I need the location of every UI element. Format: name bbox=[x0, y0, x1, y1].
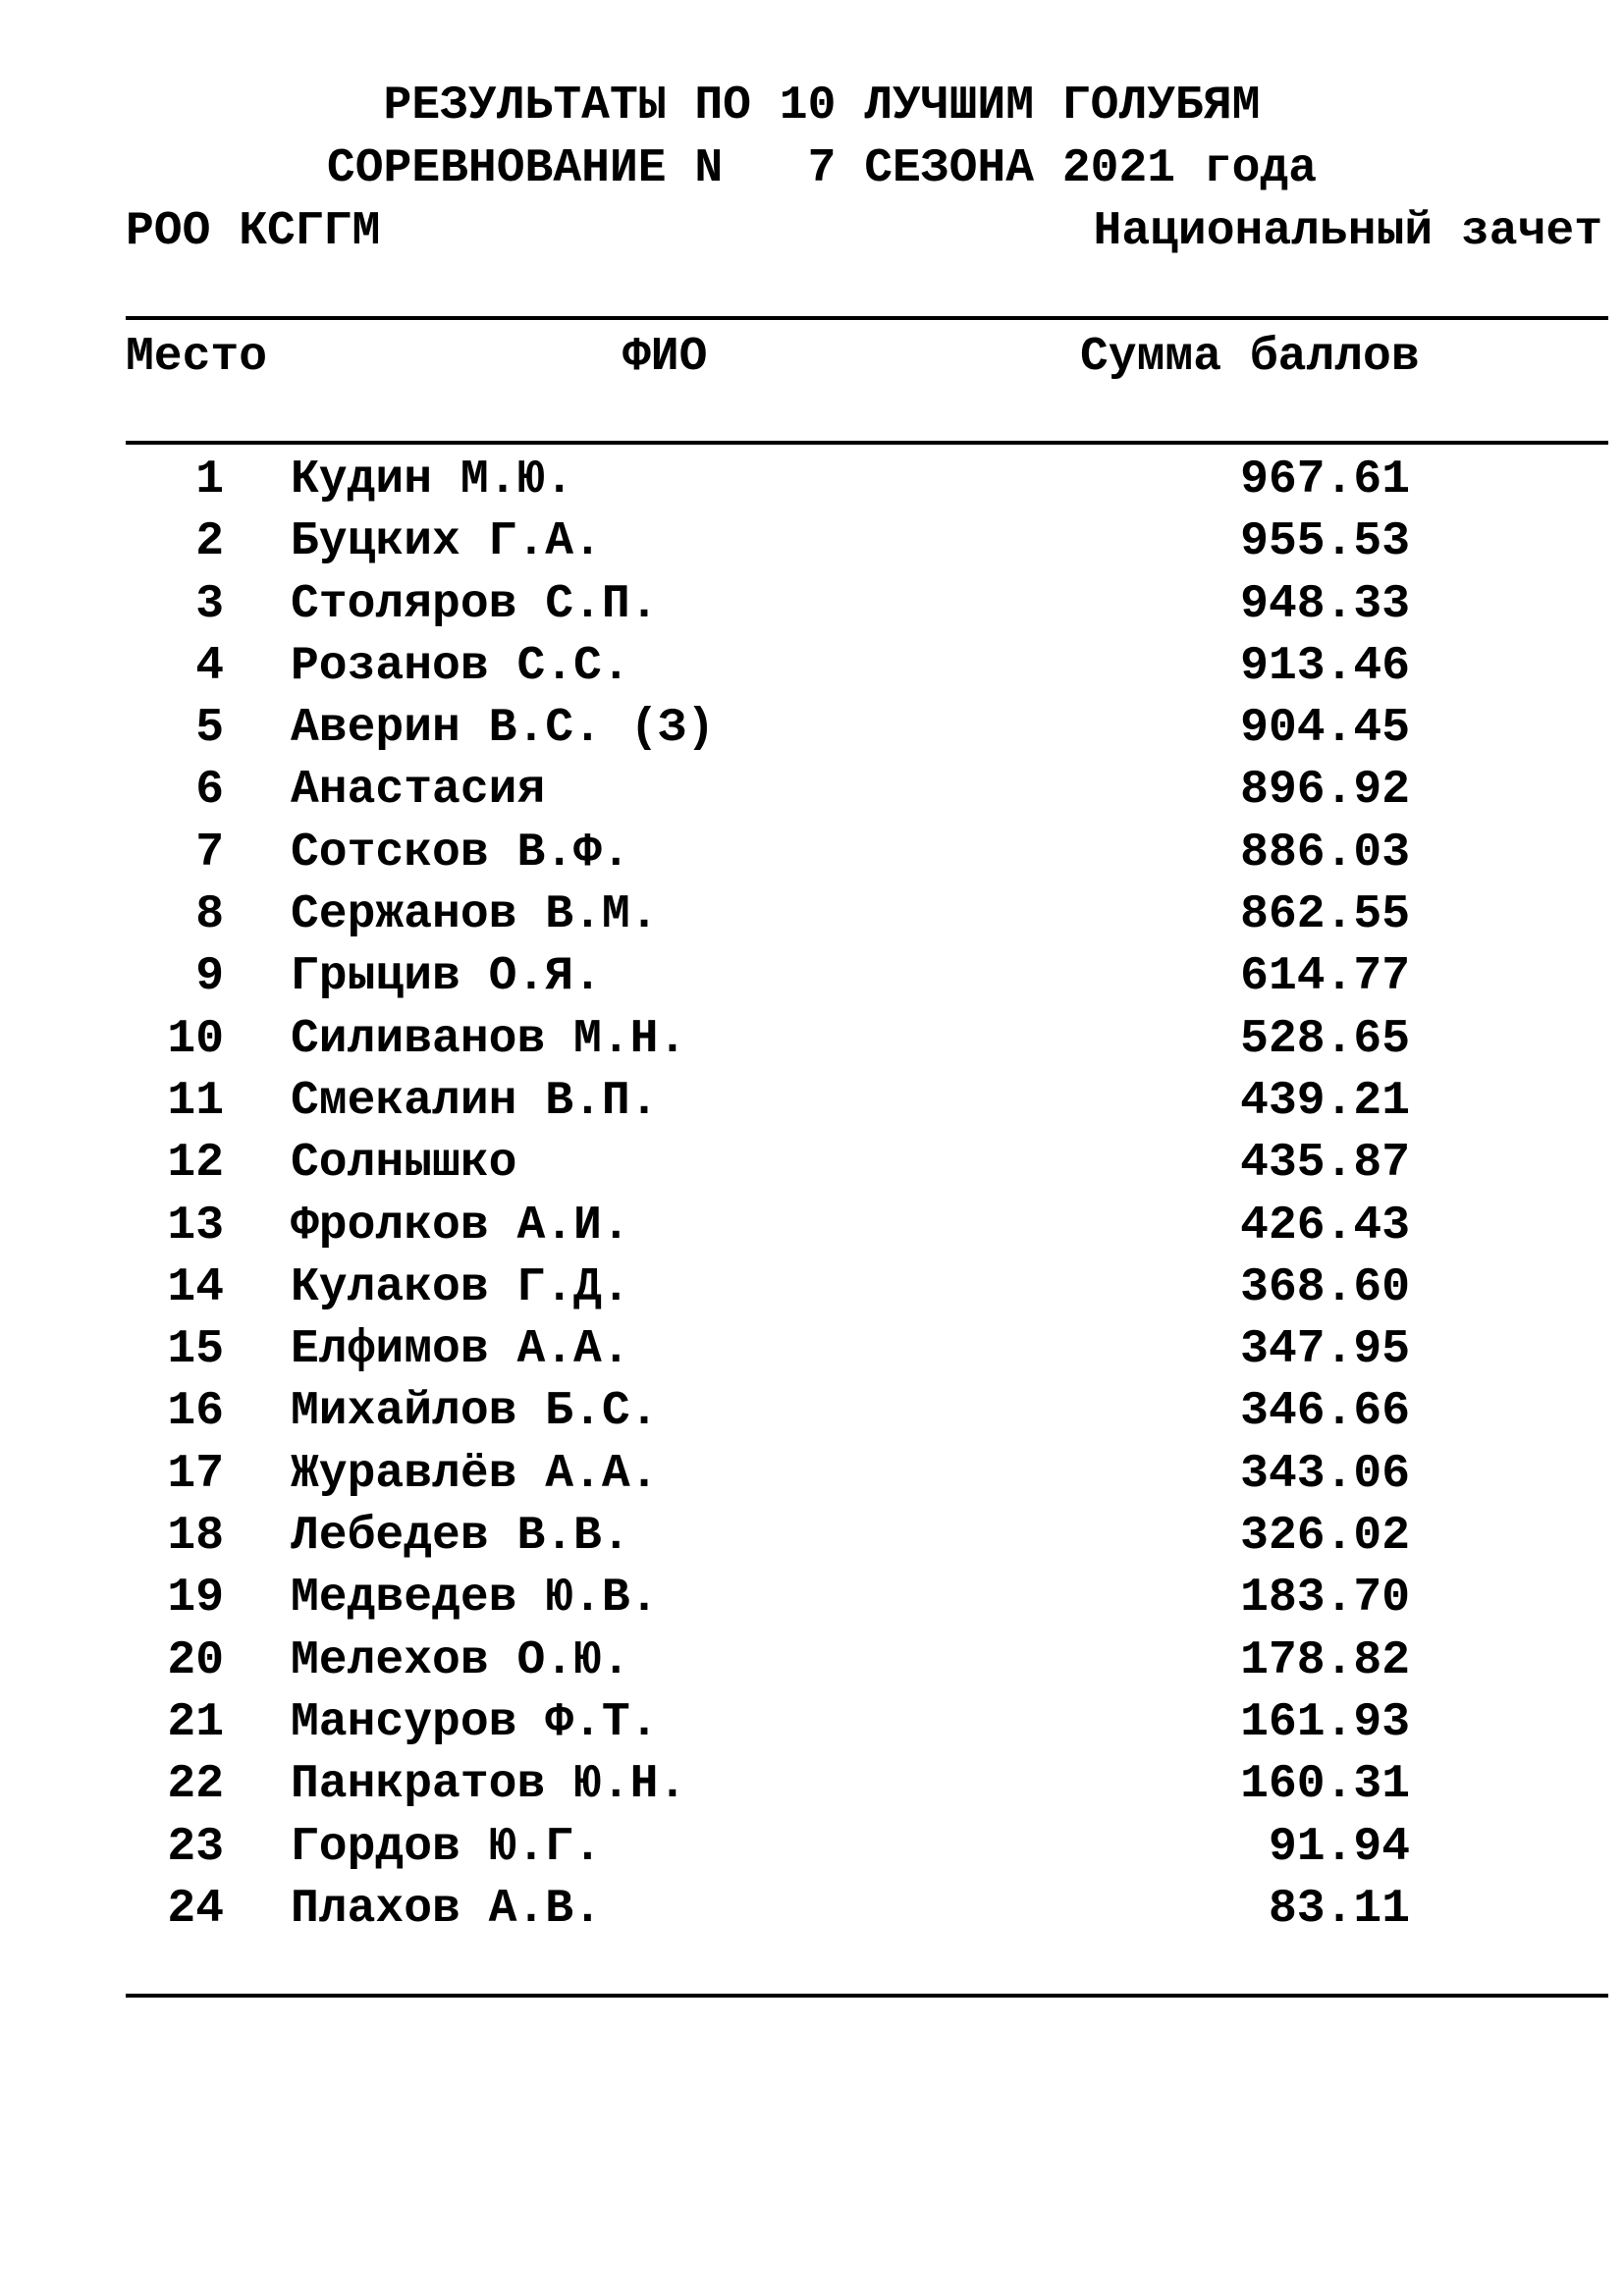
table-row bbox=[0, 1133, 1624, 1195]
organization-name: РОО КСГГМ bbox=[126, 205, 381, 258]
divider-header bbox=[126, 441, 1608, 445]
cell-score: 862.55 bbox=[1240, 888, 1410, 942]
table-row bbox=[0, 1754, 1624, 1816]
table-row bbox=[0, 698, 1624, 760]
cell-place: 11 bbox=[167, 1074, 224, 1128]
divider-top bbox=[126, 316, 1608, 320]
cell-name: Мелехов О.Ю. bbox=[291, 1633, 630, 1687]
table-row bbox=[0, 1196, 1624, 1257]
cell-name: Аверин В.С. (З) bbox=[291, 702, 716, 756]
column-header-name: ФИО bbox=[623, 331, 708, 384]
cell-place: 18 bbox=[167, 1510, 224, 1564]
table-row bbox=[0, 1257, 1624, 1319]
cell-score: 426.43 bbox=[1240, 1199, 1410, 1253]
cell-place: 14 bbox=[167, 1260, 224, 1314]
table-row bbox=[0, 511, 1624, 573]
cell-score: 183.70 bbox=[1240, 1572, 1410, 1626]
table-row bbox=[0, 1009, 1624, 1071]
cell-score: 955.53 bbox=[1240, 515, 1410, 569]
cell-name: Плахов А.В. bbox=[291, 1882, 602, 1936]
cell-name: Мансуров Ф.Т. bbox=[291, 1695, 659, 1749]
table-row bbox=[0, 1817, 1624, 1879]
cell-name: Кулаков Г.Д. bbox=[291, 1260, 630, 1314]
cell-place: 17 bbox=[167, 1447, 224, 1501]
cell-name: Солнышко bbox=[291, 1137, 517, 1191]
cell-name: Грыцив О.Я. bbox=[291, 950, 602, 1004]
cell-name: Столяров С.П. bbox=[291, 577, 659, 631]
cell-name: Медведев Ю.В. bbox=[291, 1572, 659, 1626]
cell-place: 4 bbox=[195, 639, 224, 693]
table-row bbox=[0, 946, 1624, 1008]
cell-score: 614.77 bbox=[1240, 950, 1410, 1004]
table-row bbox=[0, 450, 1624, 511]
cell-name: Смекалин В.П. bbox=[291, 1074, 659, 1128]
cell-place: 5 bbox=[195, 702, 224, 756]
cell-score: 178.82 bbox=[1240, 1633, 1410, 1687]
cell-score: 83.11 bbox=[1268, 1882, 1410, 1936]
cell-place: 1 bbox=[195, 454, 224, 507]
cell-score: 435.87 bbox=[1240, 1137, 1410, 1191]
scoring-scope: Национальный зачет bbox=[1093, 205, 1602, 258]
report-title: РЕЗУЛЬТАТЫ ПО 10 ЛУЧШИМ ГОЛУБЯМ bbox=[383, 80, 1261, 133]
table-row bbox=[0, 636, 1624, 698]
column-header-score: Сумма баллов bbox=[1080, 331, 1420, 384]
cell-score: 326.02 bbox=[1240, 1510, 1410, 1564]
cell-score: 343.06 bbox=[1240, 1447, 1410, 1501]
cell-score: 346.66 bbox=[1240, 1385, 1410, 1439]
table-row bbox=[0, 884, 1624, 946]
cell-place: 16 bbox=[167, 1385, 224, 1439]
cell-place: 22 bbox=[167, 1758, 224, 1812]
cell-place: 2 bbox=[195, 515, 224, 569]
cell-score: 896.92 bbox=[1240, 764, 1410, 818]
table-row bbox=[0, 823, 1624, 884]
competition-subtitle: СОРЕВНОВАНИЕ N 7 СЕЗОНА 2021 года bbox=[326, 142, 1318, 195]
cell-place: 3 bbox=[195, 577, 224, 631]
results-table-body bbox=[0, 450, 1624, 1941]
cell-place: 20 bbox=[167, 1633, 224, 1687]
cell-place: 8 bbox=[195, 888, 224, 942]
cell-name: Кудин М.Ю. bbox=[291, 454, 574, 507]
table-row bbox=[0, 1071, 1624, 1133]
cell-place: 21 bbox=[167, 1695, 224, 1749]
cell-score: 886.03 bbox=[1240, 826, 1410, 880]
cell-score: 161.93 bbox=[1240, 1695, 1410, 1749]
cell-name: Розанов С.С. bbox=[291, 639, 630, 693]
cell-place: 23 bbox=[167, 1820, 224, 1874]
cell-name: Журавлёв А.А. bbox=[291, 1447, 659, 1501]
cell-place: 24 bbox=[167, 1882, 224, 1936]
cell-place: 10 bbox=[167, 1012, 224, 1066]
cell-name: Сержанов В.М. bbox=[291, 888, 659, 942]
cell-name: Фролков А.И. bbox=[291, 1199, 630, 1253]
cell-score: 904.45 bbox=[1240, 702, 1410, 756]
table-row bbox=[0, 1879, 1624, 1941]
table-row bbox=[0, 1319, 1624, 1381]
table-row bbox=[0, 1506, 1624, 1568]
divider-bottom bbox=[126, 1994, 1608, 1998]
table-row bbox=[0, 760, 1624, 822]
table-row bbox=[0, 1692, 1624, 1754]
cell-name: Сотсков В.Ф. bbox=[291, 826, 630, 880]
cell-score: 967.61 bbox=[1240, 454, 1410, 507]
cell-place: 9 bbox=[195, 950, 224, 1004]
cell-name: Лебедев В.В. bbox=[291, 1510, 630, 1564]
cell-place: 6 bbox=[195, 764, 224, 818]
cell-name: Анастасия bbox=[291, 764, 546, 818]
cell-score: 347.95 bbox=[1240, 1323, 1410, 1377]
table-row bbox=[0, 1630, 1624, 1692]
cell-score: 528.65 bbox=[1240, 1012, 1410, 1066]
cell-place: 19 bbox=[167, 1572, 224, 1626]
cell-name: Панкратов Ю.Н. bbox=[291, 1758, 687, 1812]
cell-place: 7 bbox=[195, 826, 224, 880]
table-row bbox=[0, 1381, 1624, 1443]
cell-score: 948.33 bbox=[1240, 577, 1410, 631]
cell-score: 91.94 bbox=[1268, 1820, 1410, 1874]
cell-score: 368.60 bbox=[1240, 1260, 1410, 1314]
cell-name: Гордов Ю.Г. bbox=[291, 1820, 602, 1874]
cell-place: 15 bbox=[167, 1323, 224, 1377]
cell-place: 13 bbox=[167, 1199, 224, 1253]
cell-place: 12 bbox=[167, 1137, 224, 1191]
cell-name: Буцких Г.А. bbox=[291, 515, 602, 569]
table-row bbox=[0, 1568, 1624, 1629]
cell-name: Михайлов Б.С. bbox=[291, 1385, 659, 1439]
cell-score: 913.46 bbox=[1240, 639, 1410, 693]
cell-score: 439.21 bbox=[1240, 1074, 1410, 1128]
table-row bbox=[0, 1444, 1624, 1506]
cell-name: Елфимов А.А. bbox=[291, 1323, 630, 1377]
cell-name: Силиванов М.Н. bbox=[291, 1012, 687, 1066]
cell-score: 160.31 bbox=[1240, 1758, 1410, 1812]
table-row bbox=[0, 574, 1624, 636]
column-header-place: Место bbox=[126, 331, 268, 384]
